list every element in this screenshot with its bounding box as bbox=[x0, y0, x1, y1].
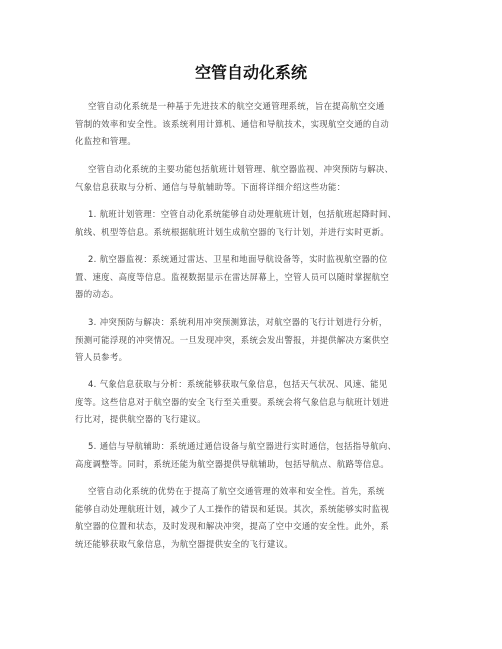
paragraph-item-5 bbox=[75, 438, 435, 473]
paragraph-item-2 bbox=[75, 251, 435, 304]
text-line: 空管自动化系统的主要功能包括航班计划管理、航空器监视、冲突预防与解决、 bbox=[88, 164, 394, 174]
text-line: 化监控和管理。 bbox=[75, 136, 137, 146]
paragraph-functions-overview bbox=[75, 161, 435, 196]
text-line: 空管自动化系统的优势在于提高了航空交通管理的效率和安全性。首先，系统 bbox=[88, 486, 385, 496]
document-title: 空管自动化系统 bbox=[194, 63, 307, 82]
paragraph-item-1 bbox=[75, 206, 435, 241]
text-line: 预测可能浮现的冲突情况。一旦发现冲突，系统会发出警报，并提供解决方案供空 bbox=[75, 334, 390, 345]
text-line: 管制的效率和安全性。该系统利用计算机、通信和导航技术，实现航空交通的自动 bbox=[75, 118, 390, 129]
text-line: 5. 通信与导航辅助：系统通过通信设备与航空器进行实时通信，包括指导航向、 bbox=[88, 441, 397, 451]
text-line: 气象信息获取与分析、通信与导航辅助等。下面将详细介绍这些功能： bbox=[75, 181, 346, 192]
text-line: 空管自动化系统是一种基于先进技术的航空交通管理系统，旨在提高航空交通 bbox=[88, 101, 385, 111]
paragraph-intro bbox=[75, 98, 435, 151]
text-line: 器的动态。 bbox=[75, 289, 119, 299]
text-line: 3. 冲突预防与解决：系统利用冲突预测算法，对航空器的飞行计划进行分析， bbox=[88, 317, 388, 327]
paragraph-item-3 bbox=[75, 314, 435, 367]
text-line: 2. 航空器监视：系统通过雷达、卫星和地面导航设备等，实时监视航空器的位 bbox=[88, 254, 388, 264]
text-line: 统还能够获取气象信息，为航空器提供安全的飞行建议。 bbox=[75, 538, 294, 549]
text-line: 1. 航班计划管理：空管自动化系统能够自动处理航班计划，包括航班起降时间、 bbox=[88, 209, 397, 219]
text-line: 置、速度、高度等信息。监视数据显示在雷达屏幕上，空管人员可以随时掌握航空 bbox=[75, 271, 390, 282]
paragraph-item-4 bbox=[75, 376, 435, 429]
text-line: 航空器的位置和状态，及时发现和解决冲突，提高了空中交通的安全性。此外，系 bbox=[75, 521, 390, 531]
text-line: 能够自动处理航班计划，减少了人工操作的错误和延误。其次，系统能够实时监视 bbox=[75, 503, 390, 514]
text-line: 航线、机型等信息。系统根据航班计划生成航空器的飞行计划，并进行实时更新。 bbox=[75, 226, 390, 237]
text-line: 行比对，提供航空器的飞行建议。 bbox=[75, 414, 206, 424]
paragraph-advantages bbox=[75, 483, 435, 553]
text-line: 4. 气象信息获取与分析：系统能够获取气象信息，包括天气状况、风速、能见 bbox=[88, 379, 388, 389]
text-line: 管人员参考。 bbox=[75, 352, 128, 362]
text-line: 高度调整等。同时，系统还能为航空器提供导航辅助，包括导航点、航路等信息。 bbox=[75, 458, 390, 469]
text-line: 度等。这些信息对于航空器的安全飞行至关重要。系统会将气象信息与航班计划进 bbox=[75, 396, 390, 407]
